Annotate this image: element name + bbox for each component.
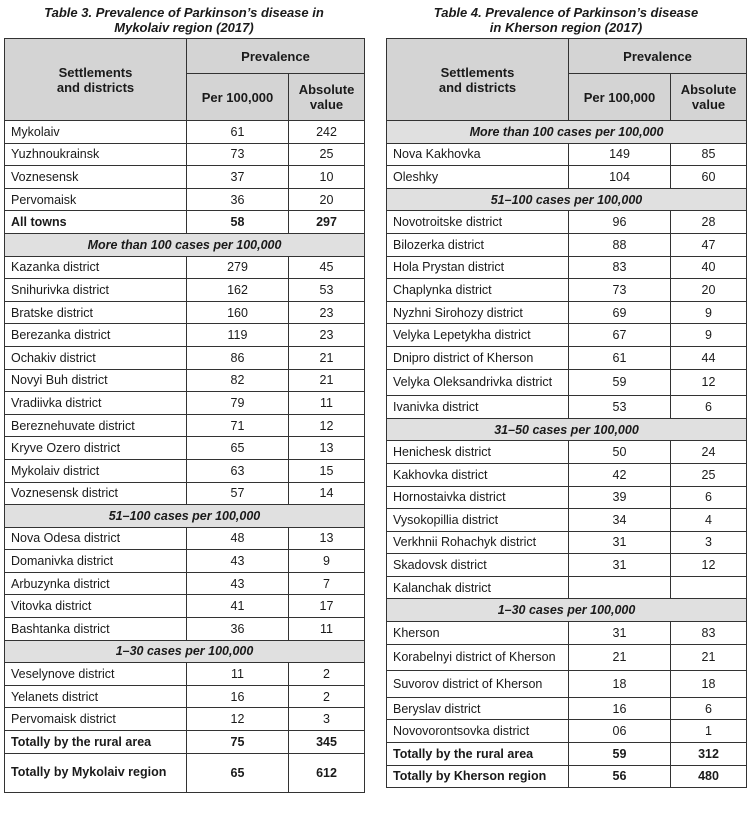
table-row <box>387 720 747 743</box>
per100k-value: 18 <box>569 671 671 698</box>
absolute-value: 25 <box>289 143 365 166</box>
absolute-value: 7 <box>289 572 365 595</box>
table-row <box>5 663 365 686</box>
per100k-value: 65 <box>187 753 289 792</box>
table3 <box>4 38 365 793</box>
section-row <box>387 188 747 211</box>
absolute-value: 13 <box>289 437 365 460</box>
table-row <box>387 346 747 369</box>
absolute-value: 23 <box>289 324 365 347</box>
settlement-name: Verkhnii Rohachyk district <box>387 531 569 554</box>
per100k-value: 86 <box>187 346 289 369</box>
per100k-value: 61 <box>187 121 289 144</box>
absolute-value: 12 <box>671 554 747 577</box>
table4-header-settlements <box>387 39 569 121</box>
settlement-name: Pervomaisk <box>5 188 187 211</box>
table4-header-per100k: Per 100,000 <box>569 74 671 121</box>
per100k-value: 43 <box>187 550 289 573</box>
per100k-value: 71 <box>187 414 289 437</box>
table-row <box>5 392 365 415</box>
table-row <box>5 572 365 595</box>
per100k-value: 61 <box>569 346 671 369</box>
header-absolute-line1: Absolute <box>680 82 737 97</box>
per100k-value: 63 <box>187 459 289 482</box>
total-row <box>5 753 365 792</box>
absolute-value: 13 <box>289 527 365 550</box>
table-row <box>5 121 365 144</box>
table4-header-prevalence: Prevalence <box>569 39 747 74</box>
absolute-value: 40 <box>671 256 747 279</box>
table-row <box>5 459 365 482</box>
per100k-value: 56 <box>569 765 671 788</box>
absolute-value: 3 <box>289 708 365 731</box>
absolute-value: 18 <box>671 671 747 698</box>
per100k-value: 34 <box>569 509 671 532</box>
table-row <box>387 486 747 509</box>
header-settlements-line1: Settlements <box>440 64 515 80</box>
per100k-value: 65 <box>187 437 289 460</box>
settlement-name: Voznesensk <box>5 166 187 189</box>
settlement-name: Vradiivka district <box>5 392 187 415</box>
header-absolute-line2: value <box>691 97 726 112</box>
settlement-name: Velyka Lepetykha district <box>387 324 569 347</box>
settlement-name: Novyi Buh district <box>5 369 187 392</box>
per100k-value: 104 <box>569 166 671 189</box>
absolute-value: 11 <box>289 392 365 415</box>
settlement-name: Snihurivka district <box>5 279 187 302</box>
table-row <box>387 166 747 189</box>
table-row <box>387 671 747 698</box>
settlement-name: Bereznehuvate district <box>5 414 187 437</box>
per100k-value: 41 <box>187 595 289 618</box>
settlement-name: Nova Kakhovka <box>387 143 569 166</box>
per100k-value: 37 <box>187 166 289 189</box>
table-row <box>387 622 747 645</box>
per100k-value: 39 <box>569 486 671 509</box>
per100k-value: 31 <box>569 622 671 645</box>
settlement-name: Beryslav district <box>387 697 569 720</box>
section-label: 1–30 cases per 100,000 <box>5 640 365 663</box>
settlement-name: Vysokopillia district <box>387 509 569 532</box>
absolute-value: 1 <box>671 720 747 743</box>
absolute-value: 6 <box>671 396 747 419</box>
absolute-value: 14 <box>289 482 365 505</box>
total-row <box>5 731 365 754</box>
table-row <box>5 482 365 505</box>
absolute-value: 312 <box>671 743 747 766</box>
absolute-value: 297 <box>289 211 365 234</box>
per100k-value: 59 <box>569 743 671 766</box>
table-row <box>387 441 747 464</box>
settlement-name: Mykolaiv <box>5 121 187 144</box>
settlement-name: Pervomaisk district <box>5 708 187 731</box>
settlement-name: Chaplynka district <box>387 279 569 302</box>
per100k-value: 96 <box>569 211 671 234</box>
section-row <box>5 505 365 528</box>
per100k-value: 83 <box>569 256 671 279</box>
absolute-value: 21 <box>289 369 365 392</box>
absolute-value: 2 <box>289 685 365 708</box>
table3-header-settlements <box>5 39 187 121</box>
table-row <box>5 166 365 189</box>
table-row <box>5 414 365 437</box>
table-row <box>5 618 365 641</box>
table4-body <box>387 121 747 788</box>
settlement-name: Totally by Mykolaiv region <box>5 753 187 792</box>
settlement-name: Ivanivka district <box>387 396 569 419</box>
absolute-value: 480 <box>671 765 747 788</box>
settlement-name: Bashtanka district <box>5 618 187 641</box>
absolute-value: 53 <box>289 279 365 302</box>
section-label: 31–50 cases per 100,000 <box>387 418 747 441</box>
total-row <box>387 743 747 766</box>
per100k-value: 36 <box>187 618 289 641</box>
table-row <box>5 369 365 392</box>
absolute-value: 21 <box>289 346 365 369</box>
table3-header-per100k: Per 100,000 <box>187 74 289 121</box>
section-label: 51–100 cases per 100,000 <box>387 188 747 211</box>
settlement-name: Novotroitske district <box>387 211 569 234</box>
table3-body <box>5 121 365 793</box>
settlement-name: Mykolaiv district <box>5 459 187 482</box>
per100k-value: 119 <box>187 324 289 347</box>
absolute-value: 6 <box>671 486 747 509</box>
settlement-name: Totally by Kherson region <box>387 765 569 788</box>
settlement-name: Kakhovka district <box>387 463 569 486</box>
absolute-value: 24 <box>671 441 747 464</box>
absolute-value: 21 <box>671 644 747 671</box>
table-row <box>5 256 365 279</box>
table-row <box>5 301 365 324</box>
table-row <box>5 324 365 347</box>
table-row <box>387 554 747 577</box>
table-row <box>387 233 747 256</box>
absolute-value: 47 <box>671 233 747 256</box>
settlement-name: Hornostaivka district <box>387 486 569 509</box>
table-row <box>5 143 365 166</box>
per100k-value: 31 <box>569 531 671 554</box>
settlement-name: Voznesensk district <box>5 482 187 505</box>
per100k-value: 21 <box>569 644 671 671</box>
per100k-value: 11 <box>187 663 289 686</box>
settlement-name: Veselynove district <box>5 663 187 686</box>
table4-caption-line1: Table 4. Prevalence of Parkinson’s disease <box>433 5 699 20</box>
per100k-value: 16 <box>187 685 289 708</box>
table-row <box>5 188 365 211</box>
per100k-value: 279 <box>187 256 289 279</box>
settlement-name: Novovorontsovka district <box>387 720 569 743</box>
header-absolute-line2: value <box>309 97 344 112</box>
settlement-name: Hola Prystan district <box>387 256 569 279</box>
settlement-name: Korabelnyi district of Kherson <box>387 644 569 671</box>
section-row <box>5 233 365 256</box>
per100k-value: 59 <box>569 369 671 396</box>
table-row <box>5 595 365 618</box>
per100k-value: 06 <box>569 720 671 743</box>
table-row <box>387 576 747 599</box>
section-label: 1–30 cases per 100,000 <box>387 599 747 622</box>
table-row <box>387 644 747 671</box>
table-row <box>5 346 365 369</box>
per100k-value: 73 <box>187 143 289 166</box>
absolute-value: 9 <box>289 550 365 573</box>
settlement-name: Oleshky <box>387 166 569 189</box>
table-row <box>387 324 747 347</box>
settlement-name: Domanivka district <box>5 550 187 573</box>
table-row <box>387 301 747 324</box>
settlement-name: Suvorov district of Kherson <box>387 671 569 698</box>
absolute-value: 612 <box>289 753 365 792</box>
absolute-value: 4 <box>671 509 747 532</box>
settlement-name: Skadovsk district <box>387 554 569 577</box>
table-row <box>5 279 365 302</box>
absolute-value: 25 <box>671 463 747 486</box>
section-row <box>387 599 747 622</box>
per100k-value: 69 <box>569 301 671 324</box>
per100k-value: 79 <box>187 392 289 415</box>
header-settlements-line2: and districts <box>56 79 135 95</box>
settlement-name: Bratske district <box>5 301 187 324</box>
absolute-value: 20 <box>671 279 747 302</box>
per100k-value: 73 <box>569 279 671 302</box>
table-row <box>5 708 365 731</box>
settlement-name: Velyka Oleksandrivka district <box>387 369 569 396</box>
table3-header-prevalence: Prevalence <box>187 39 365 74</box>
absolute-value: 17 <box>289 595 365 618</box>
settlement-name: All towns <box>5 211 187 234</box>
per100k-value: 48 <box>187 527 289 550</box>
settlement-name: Berezanka district <box>5 324 187 347</box>
per100k-value: 75 <box>187 731 289 754</box>
header-settlements-line2: and districts <box>438 79 517 95</box>
absolute-value: 9 <box>671 301 747 324</box>
table3-caption-line1: Table 3. Prevalence of Parkinson’s disease in <box>44 5 324 20</box>
settlement-name: Dnipro district of Kherson <box>387 346 569 369</box>
settlement-name: Nova Odesa district <box>5 527 187 550</box>
table3-panel <box>4 0 364 793</box>
table-row <box>387 143 747 166</box>
per100k-value: 16 <box>569 697 671 720</box>
absolute-value: 3 <box>671 531 747 554</box>
table4-caption-line2: in Kherson region (2017) <box>489 20 643 35</box>
header-absolute-line1: Absolute <box>298 82 355 97</box>
table-row <box>5 685 365 708</box>
table-row <box>5 550 365 573</box>
absolute-value: 23 <box>289 301 365 324</box>
per100k-value: 43 <box>187 572 289 595</box>
table3-header-absolute <box>289 74 365 121</box>
section-row <box>387 121 747 144</box>
per100k-value: 82 <box>187 369 289 392</box>
settlement-name: Ochakiv district <box>5 346 187 369</box>
absolute-value: 44 <box>671 346 747 369</box>
per100k-value: 67 <box>569 324 671 347</box>
per100k-value: 42 <box>569 463 671 486</box>
settlement-name: Yelanets district <box>5 685 187 708</box>
table-row <box>387 697 747 720</box>
settlement-name: Totally by the rural area <box>5 731 187 754</box>
per100k-value: 53 <box>569 396 671 419</box>
section-label: More than 100 cases per 100,000 <box>5 233 365 256</box>
section-label: More than 100 cases per 100,000 <box>387 121 747 144</box>
per100k-value: 12 <box>187 708 289 731</box>
table4 <box>386 38 747 788</box>
table-row <box>5 527 365 550</box>
absolute-value: 60 <box>671 166 747 189</box>
absolute-value: 12 <box>289 414 365 437</box>
settlement-name: Kherson <box>387 622 569 645</box>
settlement-name: Kazanka district <box>5 256 187 279</box>
section-row <box>5 640 365 663</box>
settlement-name: Arbuzynka district <box>5 572 187 595</box>
settlement-name: Vitovka district <box>5 595 187 618</box>
per100k-value: 57 <box>187 482 289 505</box>
absolute-value: 11 <box>289 618 365 641</box>
per100k-value: 149 <box>569 143 671 166</box>
per100k-value: 160 <box>187 301 289 324</box>
table-row <box>5 437 365 460</box>
absolute-value: 83 <box>671 622 747 645</box>
table-row <box>387 463 747 486</box>
table3-caption <box>4 0 364 38</box>
section-row <box>387 418 747 441</box>
absolute-value: 85 <box>671 143 747 166</box>
section-label: 51–100 cases per 100,000 <box>5 505 365 528</box>
absolute-value <box>671 576 747 599</box>
absolute-value: 10 <box>289 166 365 189</box>
per100k-value <box>569 576 671 599</box>
absolute-value: 2 <box>289 663 365 686</box>
settlement-name: Yuzhnoukrainsk <box>5 143 187 166</box>
per100k-value: 58 <box>187 211 289 234</box>
per100k-value: 36 <box>187 188 289 211</box>
table-row <box>387 256 747 279</box>
table-row <box>387 509 747 532</box>
per100k-value: 31 <box>569 554 671 577</box>
table4-header-absolute <box>671 74 747 121</box>
table-row <box>387 531 747 554</box>
table4-caption <box>386 0 746 38</box>
absolute-value: 28 <box>671 211 747 234</box>
table-row <box>387 396 747 419</box>
settlement-name: Totally by the rural area <box>387 743 569 766</box>
table-row <box>387 369 747 396</box>
per100k-value: 50 <box>569 441 671 464</box>
table-row <box>387 279 747 302</box>
per100k-value: 88 <box>569 233 671 256</box>
absolute-value: 20 <box>289 188 365 211</box>
absolute-value: 45 <box>289 256 365 279</box>
settlement-name: Henichesk district <box>387 441 569 464</box>
absolute-value: 12 <box>671 369 747 396</box>
absolute-value: 15 <box>289 459 365 482</box>
settlement-name: Nyzhni Sirohozy district <box>387 301 569 324</box>
total-row <box>387 765 747 788</box>
settlement-name: Bilozerka district <box>387 233 569 256</box>
settlement-name: Kalanchak district <box>387 576 569 599</box>
absolute-value: 6 <box>671 697 747 720</box>
total-row <box>5 211 365 234</box>
table3-caption-line2: Mykolaiv region (2017) <box>114 20 254 35</box>
per100k-value: 162 <box>187 279 289 302</box>
absolute-value: 242 <box>289 121 365 144</box>
table4-panel <box>386 0 746 788</box>
table-row <box>387 211 747 234</box>
absolute-value: 345 <box>289 731 365 754</box>
absolute-value: 9 <box>671 324 747 347</box>
header-settlements-line1: Settlements <box>58 64 133 80</box>
settlement-name: Kryve Ozero district <box>5 437 187 460</box>
